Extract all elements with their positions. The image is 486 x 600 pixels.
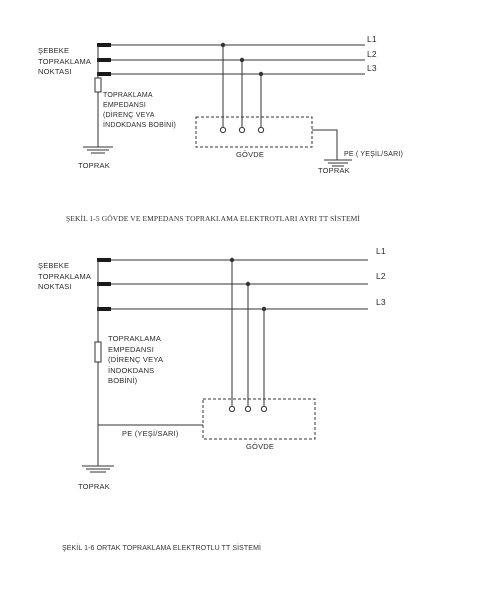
fig1-source-label-line1: ŞEBEKE	[38, 46, 70, 55]
fig1-busbar-l2	[97, 58, 111, 62]
fig1-impedance-label-line2: EMPEDANSI	[103, 102, 147, 109]
fig1-impedance-label-line1: TOPRAKLAMA	[103, 92, 153, 99]
fig1-phase-taps	[220, 43, 263, 133]
fig2-impedance-label-line2: EMPEDANSI	[108, 344, 154, 354]
fig2-phase-taps	[229, 258, 266, 412]
fig1-phase-label-l2: L2	[367, 49, 377, 59]
fig2-phase-label-l3: L3	[376, 297, 386, 307]
fig1-busbar-l3	[97, 72, 111, 76]
fig1-source-label-line3: NOKTASI	[38, 67, 72, 76]
fig1-body-enclosure	[196, 117, 312, 147]
fig2-earth-symbol	[82, 466, 114, 472]
fig1-caption: ŞEKİL 1-5 GÖVDE VE EMPEDANS TOPRAKLAMA ELEKTROTLARI AYRI TT SİSTEMİ	[66, 214, 361, 223]
fig2-busbar-l3	[97, 307, 111, 311]
fig1-earth-label: TOPRAK	[78, 161, 110, 170]
fig2-source-label-line2: TOPRAKLAMA	[38, 271, 92, 281]
fig2-impedance-label-line4: İNDOKDANS	[108, 365, 155, 375]
fig2-phase-label-l1: L1	[376, 246, 386, 256]
fig2-source-label	[38, 261, 91, 293]
fig2-body-enclosure	[203, 399, 315, 439]
fig1-impedance-label	[103, 91, 176, 131]
fig2-busbar-l1	[97, 258, 111, 262]
fig1-phase-label-l1: L1	[367, 34, 377, 44]
fig1-impedance-label-line3: (DİRENÇ VEYA	[103, 112, 155, 119]
fig2-busbar-l2	[97, 282, 111, 286]
fig1-impedance-resistor	[95, 78, 101, 92]
fig2-caption: ŞEKİL 1-6 ORTAK TOPRAKLAMA ELEKTROTLU TT SİSTEMİ	[62, 545, 262, 552]
fig1-pe-conductor	[312, 130, 337, 160]
fig1-phase-label-l3: L3	[367, 63, 377, 73]
fig2-phase-label-l2: L2	[376, 271, 386, 281]
fig2-source-label-line3: NOKTASI	[38, 282, 72, 291]
fig1-source-label-line2: TOPRAKLAMA	[38, 56, 92, 66]
fig1-source-label	[38, 46, 91, 78]
fig2-impedance-label-line3: (DİRENÇ VEYA	[108, 355, 164, 364]
fig1-body-label: GÖVDE	[236, 150, 265, 159]
fig2-source-label-line1: ŞEBEKE	[38, 261, 70, 270]
fig2-impedance-label-line5: BOBİNİ)	[108, 376, 138, 385]
fig2-impedance-resistor	[95, 342, 101, 362]
fig2-impedance-label-line1: TOPRAKLAMA	[108, 334, 162, 343]
fig1-pe-label: PE ( YEŞİL/SARI)	[344, 151, 404, 158]
fig1-earth-symbol	[83, 147, 113, 153]
fig2-impedance-label	[108, 334, 163, 387]
fig1-body-earth-label: TOPRAK	[318, 166, 350, 175]
fig2-earth-label: TOPRAK	[78, 482, 110, 491]
fig2-pe-label: PE (YEŞİ/SARI)	[122, 429, 179, 438]
fig2-body-label: GÖVDE	[246, 442, 275, 451]
fig1-impedance-label-line4: İNDOKDANS BOBİNİ)	[103, 122, 177, 129]
fig1-busbar-l1	[97, 43, 111, 47]
